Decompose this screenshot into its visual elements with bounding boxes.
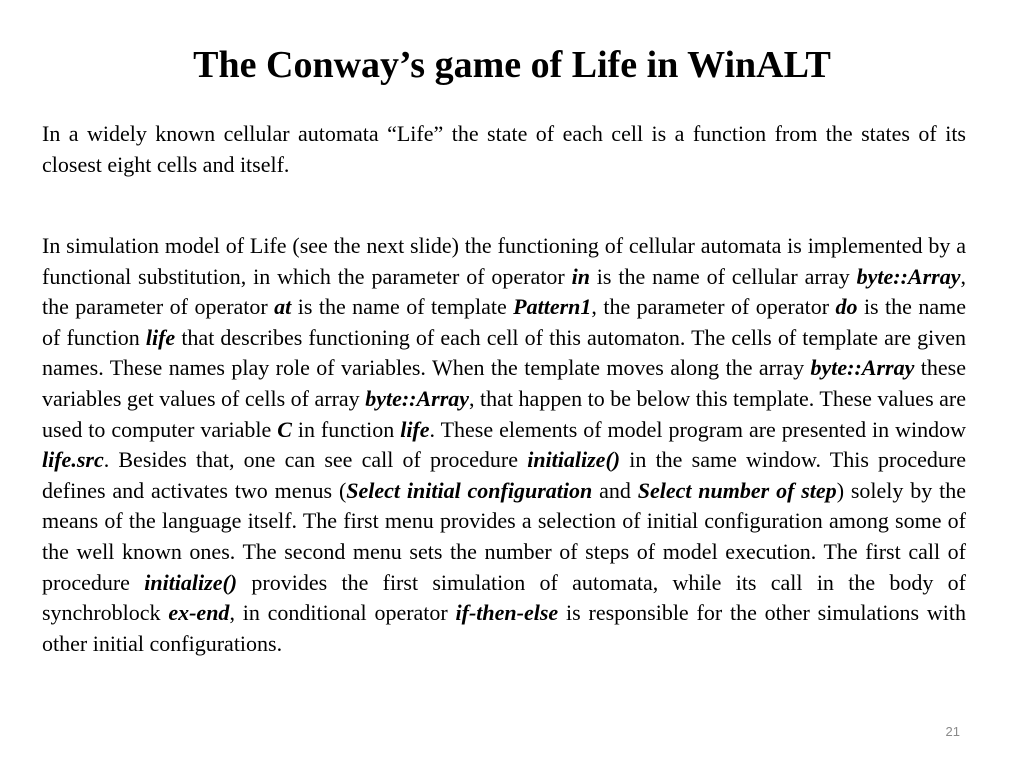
slide-number: 21 bbox=[945, 724, 960, 739]
text-segment: , the parameter of operator bbox=[591, 294, 836, 320]
keyword-byte-array: byte::Array bbox=[856, 263, 961, 289]
keyword-initialize: initialize() bbox=[527, 447, 621, 473]
text-segment: that describes functioning of each cell of this automaton. The cells of template are given names. These names play role of variables. When the template moves along the array bbox=[42, 324, 966, 381]
keyword-c: C bbox=[277, 416, 292, 442]
slide-title: The Conway’s game of Life in WinALT bbox=[193, 44, 831, 86]
keyword-if-then-else: if-then-else bbox=[455, 600, 559, 626]
keyword-select-number-of-step: Select number of step bbox=[637, 477, 837, 503]
keyword-life: life bbox=[145, 324, 176, 350]
keyword-in: in bbox=[571, 263, 590, 289]
keyword-byte-array: byte::Array bbox=[365, 385, 470, 411]
text-segment: , the parameter of operator bbox=[42, 263, 966, 320]
text-segment: is the name of template bbox=[291, 294, 514, 320]
text-segment: is responsible for the other simulations with other initial configurations. bbox=[42, 600, 967, 656]
keyword-ex-end: ex-end bbox=[168, 600, 230, 626]
text-segment: these variables get values of cells of array bbox=[42, 355, 966, 411]
keyword-do: do bbox=[835, 294, 858, 320]
text-segment: . These elements of model program are presented in window bbox=[429, 416, 966, 442]
keyword-at: at bbox=[274, 294, 292, 320]
text-segment: in the same window. This procedure defines and activates two menus ( bbox=[42, 447, 967, 503]
paragraph-intro: In a widely known cellular automata “Life” the state of each cell is a function from the states of its closest eight cells and itself. bbox=[42, 121, 966, 177]
text-segment: and bbox=[592, 477, 638, 503]
text-segment: provides the first simulation of automata, while its call in the body of synchroblock bbox=[42, 569, 966, 626]
keyword-initialize: initialize() bbox=[144, 569, 238, 595]
keyword-life-src: life.src bbox=[42, 447, 104, 473]
paragraph-simulation-model bbox=[42, 231, 966, 659]
keyword-life: life bbox=[400, 416, 430, 442]
text-segment: , in conditional operator bbox=[229, 600, 456, 626]
keyword-select-initial-configuration: Select initial configuration bbox=[346, 477, 593, 503]
text-segment: is the name of cellular array bbox=[589, 263, 857, 289]
text-segment: is the name of function bbox=[42, 294, 967, 350]
keyword-pattern1: Pattern1 bbox=[513, 294, 592, 320]
text-segment: in function bbox=[291, 416, 401, 442]
text-segment: In simulation model of Life (see the next slide) the functioning of cellular automata is implemented by a functional substitution, in which the parameter of operator bbox=[42, 233, 966, 289]
text-segment: , that happen to be below this template. These values are used to computer variable bbox=[42, 385, 966, 442]
keyword-byte-array: byte::Array bbox=[810, 355, 915, 381]
text-segment: . Besides that, one can see call of procedure bbox=[103, 447, 528, 473]
text-segment: ) solely by the means of the language itself. The first menu provides a selection of initial configuration among some of the well known ones. The second menu sets the number of steps of model execution. The first call of procedure bbox=[42, 477, 966, 595]
